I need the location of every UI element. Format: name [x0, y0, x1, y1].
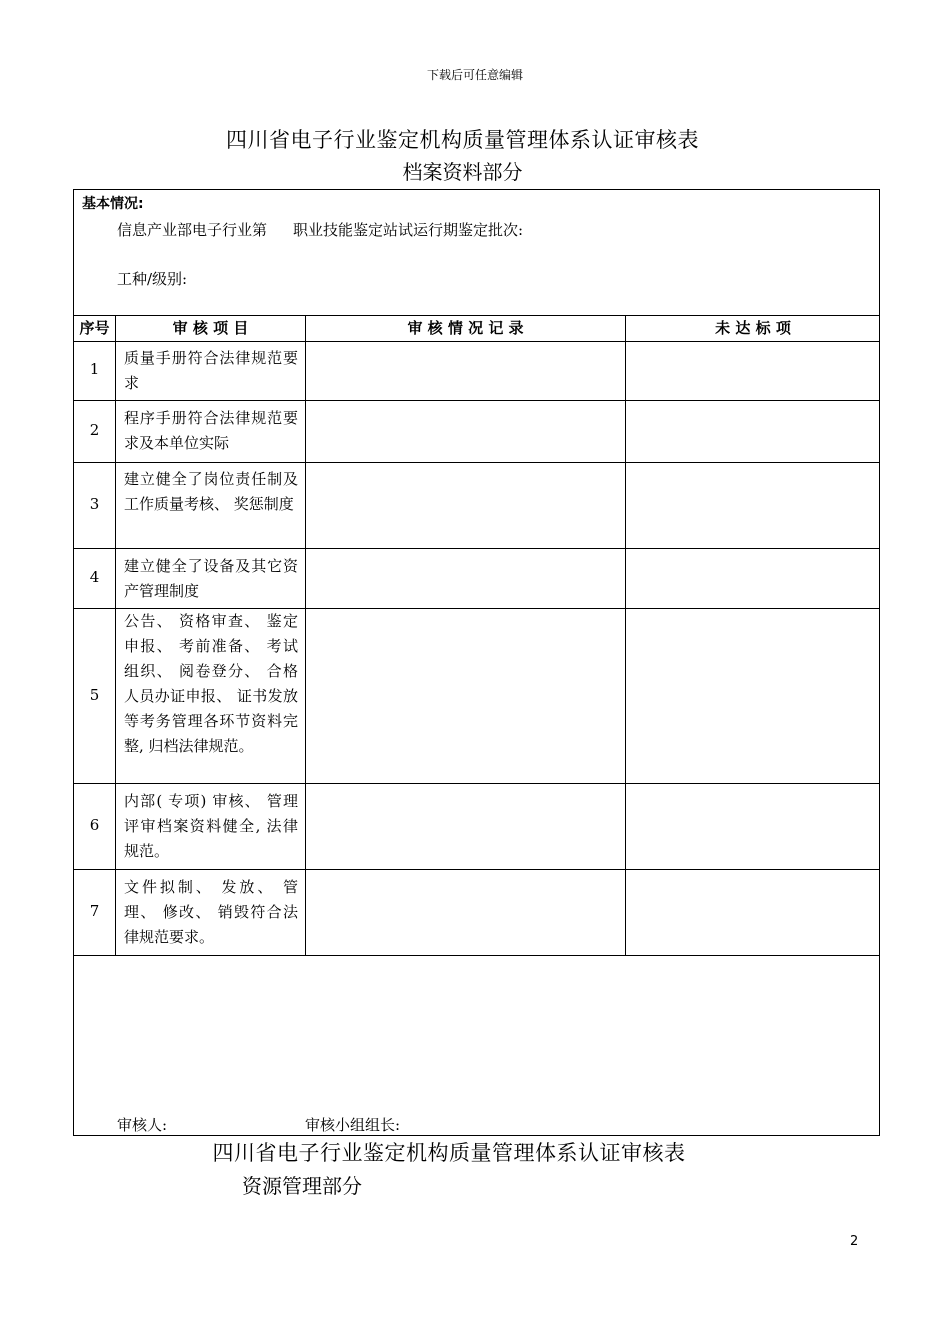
basic-info-bureau: 信息产业部电子行业第 [117, 221, 268, 239]
rule-row-2 [73, 462, 880, 463]
rule-row-1 [73, 400, 880, 401]
row-4-item: 建立健全了设备及其它资产管理制度 [124, 557, 298, 600]
rule-row-6 [73, 869, 880, 870]
row-6-item: 内部( 专项) 审核、 管理评审档案资料健全, 法律规范。 [124, 792, 298, 860]
col-divider-2 [305, 315, 306, 955]
row-1-no: 1 [89, 360, 100, 378]
basic-info-trade-level: 工种/级别: [117, 270, 188, 288]
rule-row-7 [73, 955, 880, 956]
col-header-record: 审 核 情 况 记 录 [407, 319, 524, 337]
col-header-item: 审 核 项 目 [172, 319, 249, 337]
row-3-item: 建立健全了岗位责任制及工作质量考核、 奖惩制度 [124, 470, 298, 513]
col-header-unmet: 未 达 标 项 [715, 319, 791, 337]
row-3-no: 3 [89, 495, 100, 513]
col-header-no: 序号 [79, 319, 110, 337]
basic-info-batch: 职业技能鉴定站试运行期鉴定批次: [293, 221, 524, 239]
rule-row-3 [73, 548, 880, 549]
col-divider-3 [625, 315, 626, 955]
form-subtitle: 档案资料部分 [402, 160, 523, 184]
basic-info-line1 [117, 219, 523, 240]
col-divider-1 [115, 315, 116, 955]
rule-header-bottom [73, 341, 880, 342]
row-2-no: 2 [89, 421, 100, 439]
header-note: 下载后可任意编辑 [426, 68, 523, 82]
row-4-no: 4 [89, 568, 100, 586]
basic-info-label: 基本情况: [82, 196, 144, 212]
form-title: 四川省电子行业鉴定机构质量管理体系认证审核表 [226, 128, 699, 152]
row-5-item: 公告、 资格审查、 鉴定申报、 考前准备、 考试组织、 阅卷登分、 合格人员办证申报、 证书发放等考务管理各环节资料完整, 归档法律规范。 [124, 612, 298, 755]
row-7-item: 文件拟制、 发放、 管理、 修改、 销毁符合法律规范要求。 [124, 878, 298, 946]
row-6-no: 6 [89, 816, 100, 834]
row-5-no: 5 [89, 686, 100, 704]
rule-row-5 [73, 783, 880, 784]
group-leader-signature-label: 审核小组组长: [305, 1116, 401, 1134]
next-form-subtitle: 资源管理部分 [242, 1174, 362, 1198]
row-2-item: 程序手册符合法律规范要求及本单位实际 [124, 409, 298, 452]
next-form-title: 四川省电子行业鉴定机构质量管理体系认证审核表 [212, 1141, 686, 1165]
auditor-signature-label: 审核人: [117, 1116, 168, 1134]
row-7-no: 7 [89, 902, 100, 920]
row-1-item: 质量手册符合法律规范要求 [124, 349, 298, 392]
page-number: 2 [850, 1234, 859, 1249]
